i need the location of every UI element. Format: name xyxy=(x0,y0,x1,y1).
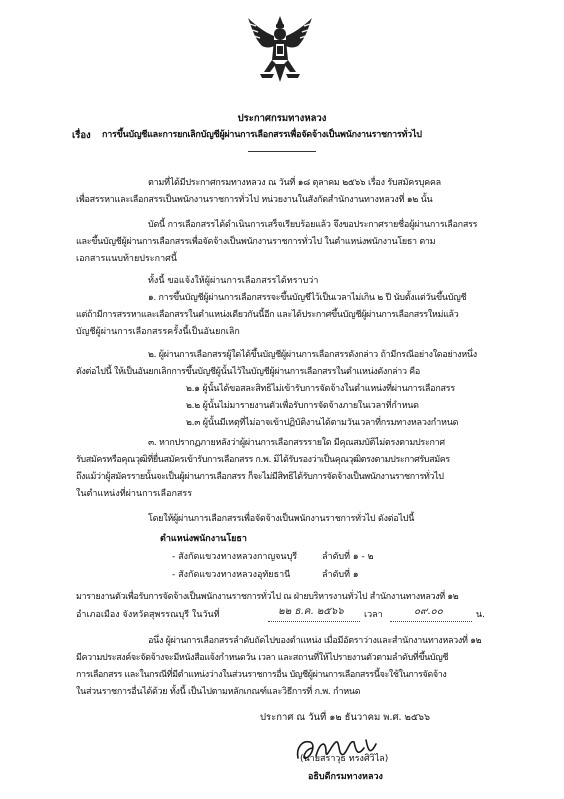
subject-text: การขึ้นบัญชีและการยกเลิกบัญชีผู้ผ่านการเลือกสรรเพื่อจัดจ้างเป็นพนักงานราชการทั่วไป xyxy=(102,130,422,140)
signer-title: อธิบดีกรมทางหลวง xyxy=(308,772,383,782)
item2-sub3: ๒.๓ ผู้นั้นมีเหตุที่ไม่อาจเข้าปฏิบัติงานได้ตามวันเวลาที่กรมทางหลวงกำหนด xyxy=(186,418,459,428)
para5-line1: มารายงานตัวเพื่อรับการจัดจ้างเป็นพนักงานราชการทั่วไป ณ ฝ่ายบริหารงานทั่วไป สำนักงานทางหลวงที่ ๑๒ xyxy=(76,592,459,602)
announcement-heading: ประกาศกรมทางหลวง xyxy=(237,113,327,124)
para6-line2: มีความประสงค์จะจัดจ้างจะมีหนังสือแจ้งกำหนดวัน เวลา และสถานที่ให้ไปรายงานตัวตามลำดับที่ขึ้นบัญชี xyxy=(76,653,449,663)
item1-line2: แต่ถ้ามีการสรรหาและเลือกสรรในตำแหน่งเดียวกันนี้อีก และได้ประกาศขึ้นบัญชีผู้ผ่านการเลือกสรรใหม่แล้ว xyxy=(76,310,459,320)
para3-line1: ทั้งนี้ ขอแจ้งให้ผู้ผ่านการเลือกสรรได้ทราบว่า xyxy=(148,276,319,286)
para1-line2: เพื่อสรรหาและเลือกสรรเป็นพนักงานราชการทั่วไป หน่วยงานในสังกัดสำนักงานทางหลวงที่ ๑๒ นั้น xyxy=(76,195,433,205)
item3-line3: ถึงแม้ว่าผู้สมัครรายนั้นจะเป็นผู้ผ่านการเลือกสรร ก็จะไม่มีสิทธิได้รับการจัดจ้างเป็นพนักงานราชการทั่วไป xyxy=(76,472,444,482)
position1-rank: ลำดับที่ ๑ - ๒ xyxy=(322,552,374,562)
garuda-emblem-icon xyxy=(246,14,314,84)
position2-rank: ลำดับที่ ๑ xyxy=(322,570,359,580)
header-divider xyxy=(248,151,316,152)
para1-line1: ตามที่ได้มีประกาศกรมทางหลวง ณ วันที่ ๑๘ ตุลาคม ๒๕๖๖ เรื่อง รับสมัครบุคคล xyxy=(148,178,441,188)
item1-line3: บัญชีผู้ผ่านการเลือกสรรครั้งนี้เป็นอันยกเลิก xyxy=(76,327,240,337)
item3-line2: รับสมัครหรือคุณวุฒิที่ยื่นสมัครเข้ารับการเลือกสรร ก.พ. มิได้รับรองว่าเป็นคุณวุฒิตรงตามประกาศรับสมัคร xyxy=(76,455,450,465)
para5-line2-start: อำเภอเมือง จังหวัดสุพรรณบุรี ในวันที่ xyxy=(76,610,220,620)
report-date-handwritten: ๒๒ ธ.ค. ๒๕๖๖ xyxy=(278,606,344,617)
item2-line1: ๒. ผู้ผ่านการเลือกสรรผู้ใดได้ขึ้นบัญชีผู้ผ่านการเลือกสรรดังกล่าว ถ้ามีกรณีอย่างใดอย่างหนึ่ง xyxy=(148,350,477,360)
signer-name: (นายสราวุธ ทรงศิวิไล) xyxy=(300,754,389,764)
position2-name: - สังกัดแขวงทางหลวงอุทัยธานี xyxy=(172,570,291,580)
subject-label: เรื่อง xyxy=(72,130,91,141)
para5-time-label: เวลา xyxy=(364,610,383,620)
time-blank-line xyxy=(390,621,472,622)
report-time-handwritten: ๐๙.๐๐ xyxy=(414,606,443,617)
para2-line2: และขึ้นบัญชีผู้ผ่านการเลือกสรรเพื่อจัดจ้างเป็นพนักงานราชการทั่วไป ในตำแหน่งพนักงานโยธา ตาม xyxy=(76,237,436,247)
date-blank-line xyxy=(268,621,360,622)
item2-line2: ดังต่อไปนี้ ให้เป็นอันยกเลิกการขึ้นบัญชีผู้นั้นไว้ในบัญชีผู้ผ่านการเลือกสรรในตำแหน่งดังกล่าว คือ xyxy=(76,367,420,377)
announcement-date: ประกาศ ณ วันที่ ๑๒ ธันวาคม พ.ศ. ๒๕๖๖ xyxy=(260,712,431,723)
para6-line4: ในส่วนราชการอื่นได้ด้วย ทั้งนี้ เป็นไปตามหลักเกณฑ์และวิธีการที่ ก.พ. กำหนด xyxy=(76,687,361,697)
position1-name: - สังกัดแขวงทางหลวงกาญจนบุรี xyxy=(172,552,298,562)
item3-line1: ๓. หากปรากฏภายหลังว่าผู้ผ่านการเลือกสรรรายใด มีคุณสมบัติไม่ตรงตามประกาศ xyxy=(148,438,445,448)
position-heading: ตำแหน่งพนักงานโยธา xyxy=(160,534,247,544)
para2-line1: บัดนี้ การเลือกสรรได้ดำเนินการเสร็จเรียบร้อยแล้ว จึงขอประกาศรายชื่อผู้ผ่านการเลือกสรร xyxy=(148,220,478,230)
item3-line4: ในตำแหน่งที่ผ่านการเลือกสรร xyxy=(76,489,193,499)
item2-sub2: ๒.๒ ผู้นั้นไม่มารายงานตัวเพื่อรับการจัดจ้างภายในเวลาที่กำหนด xyxy=(186,401,419,411)
para4-line1: โดยให้ผู้ผ่านการเลือกสรรเพื่อจัดจ้างเป็นพนักงานราชการทั่วไป ดังต่อไปนี้ xyxy=(148,514,415,524)
para6-line1: อนึ่ง ผู้ผ่านการเลือกสรรลำดับถัดไปของตำแหน่ง เมื่อมีอัตราว่างและสำนักงานทางหลวงที่ ๑๒ xyxy=(148,636,482,646)
item1-line1: ๑. การขึ้นบัญชีผู้ผ่านการเลือกสรรจะขึ้นบัญชีไว้เป็นเวลาไม่เกิน ๒ ปี นับตั้งแต่วันขึ้นบัญชี xyxy=(148,293,467,303)
para2-line3: เอกสารแนบท้ายประกาศนี้ xyxy=(76,254,177,264)
item2-sub1: ๒.๑ ผู้นั้นได้ขอสละสิทธิไม่เข้ารับการจัดจ้างในตำแหน่งที่ผ่านการเลือกสรร xyxy=(186,384,455,394)
para5-time-unit: น. xyxy=(476,610,486,620)
para6-line3: การเลือกสรร และในกรณีที่มีตำแหน่งว่างในส่วนราชการอื่น บัญชีผู้ผ่านการเลือกสรรนี้จะใช้ในการจัดจ้าง xyxy=(76,670,447,680)
